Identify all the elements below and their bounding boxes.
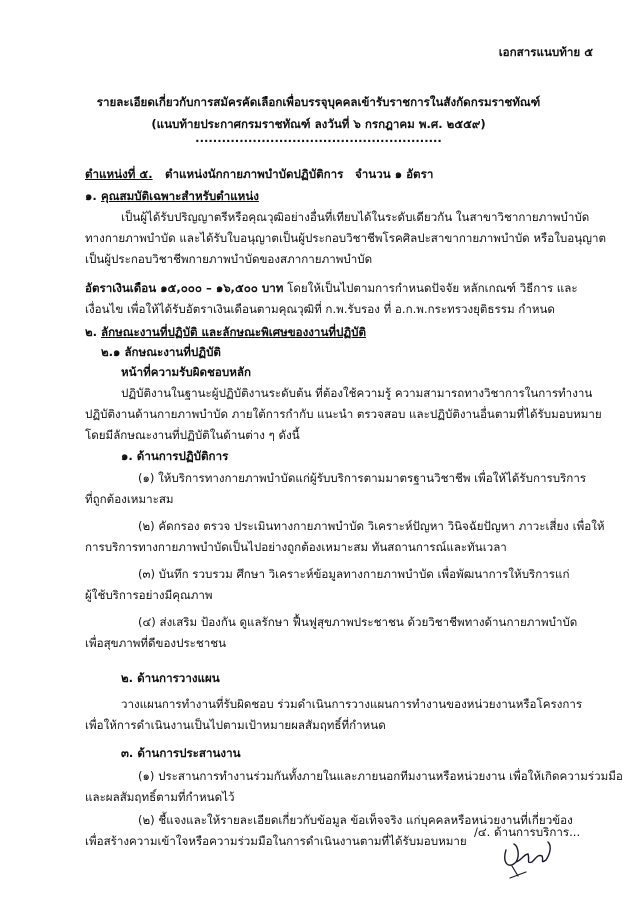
duty-heading: หน้าที่ความรับผิดชอบหลัก (121, 365, 252, 379)
section1-number: ๑. (85, 189, 97, 203)
duty-intro-line: ปฏิบัติงานในฐานะผู้ปฏิบัติงานระดับต้น ที่ต้องใช้ความรู้ ความสามารถทางวิชาการในการทำงาน (121, 386, 593, 400)
document-subtitle: (แนบท้ายประกาศกรมราชทัณฑ์ ลงวันที่ ๖ กรกฎาคม พ.ศ. ๒๕๕๙) (151, 117, 486, 131)
coord-item-line: เพื่อสร้างความเข้าใจหรือความร่วมมือในการดำเนินงานตามที่ได้รับมอบหมาย (85, 834, 467, 848)
ops-heading: ๑. ด้านการปฏิบัติการ (121, 449, 229, 463)
ops-item-line: เพื่อสุขภาพที่ดีของประชาชน (85, 636, 227, 650)
position-number: ตำแหน่งที่ ๕. (85, 167, 153, 181)
salary-line (85, 282, 578, 296)
signature-mark (498, 832, 558, 884)
annex-label: เอกสารแนบท้าย ๕ (498, 45, 593, 59)
section1-heading: คุณสมบัติเฉพาะสำหรับตำแหน่ง (101, 189, 259, 203)
ops-item-line: (๔) ส่งเสริม ป้องกัน ดูแลรักษา ฟื้นฟูสุขภาพประชาชน ด้วยวิชาชีพทางด้านกายภาพบำบัด (138, 615, 578, 629)
qualification-line: เป็นผู้ได้รับปริญญาตรีหรือคุณวุฒิอย่างอื่นที่เทียบได้ในระดับเดียวกัน ในสาขาวิชากายภาพบำบัด (121, 210, 590, 224)
plan-heading: ๒. ด้านการวางแผน (121, 671, 220, 685)
salary-conditions: โดยให้เป็นไปตามการกำหนดปัจจัย หลักเกณฑ์ วิธีการ และ (283, 281, 578, 295)
ops-item-line: (๑) ให้บริการทางกายภาพบำบัดแก่ผู้รับบริการตามมาตรฐานวิชาชีพ เพื่อให้ได้รับการบริการ (138, 471, 587, 485)
coord-item-line: (๑) ประสานการทำงานร่วมกันทั้งภายในและภายนอกทีมงานหรือหน่วยงาน เพื่อให้เกิดความร่วมมือ (138, 769, 623, 783)
plan-line: เพื่อให้การดำเนินงานเป็นไปตามเป้าหมายผลสัมฤทธิ์ที่กำหนด (85, 718, 386, 732)
coord-item-line: (๒) ชี้แจงและให้รายละเอียดเกี่ยวกับข้อมูล ข้อเท็จจริง แก่บุคคลหรือหน่วยงานที่เกี่ยวข้อง (138, 813, 573, 827)
ops-item-line: ที่ถูกต้องเหมาะสม (85, 492, 174, 506)
salary-line-2: เงื่อนไข เพื่อให้ได้รับอัตราเงินเดือนตามคุณวุฒิที่ ก.พ.รับรอง ที่ อ.ก.พ.กระทรวงยุติธรรม กำหนด (85, 302, 555, 316)
section2-number: ๒. (85, 325, 98, 339)
salary-range: อัตราเงินเดือน ๑๕,๐๐๐ – ๑๖,๕๐๐ บาท (85, 281, 284, 295)
duty-intro-line: ปฏิบัติงานด้านกายภาพบำบัด ภายใต้การกำกับ แนะนำ ตรวจสอบ และปฏิบัติงานอื่นตามที่ได้รับมอบหมาย (85, 407, 602, 421)
position-count: จำนวน ๑ อัตรา (355, 167, 434, 181)
document-title: รายละเอียดเกี่ยวกับการสมัครคัดเลือกเพื่อบรรจุบุคคลเข้ารับราชการในสังกัดกรมราชทัณฑ์ (96, 95, 541, 109)
position-name: ตำแหน่งนักกายภาพบำบัดปฏิบัติการ (165, 167, 344, 181)
section2-heading: ลักษณะงานที่ปฏิบัติ และลักษณะพิเศษของงานที่ปฏิบัติ (101, 325, 367, 339)
title-rule: ........................................................ (195, 131, 442, 145)
ops-item-line: การบริการทางกายภาพบำบัดเป็นไปอย่างถูกต้องเหมาะสม ทันสถานการณ์และทันเวลา (85, 540, 507, 554)
subsection-heading: ๒.๑ ลักษณะงานที่ปฏิบัติ (101, 345, 221, 359)
qualification-line: ทางกายภาพบำบัด และได้รับใบอนุญาตเป็นผู้ประกอบวิชาชีพโรคศิลปะสาขากายภาพบำบัด หรือใบอนุญาต (85, 231, 607, 245)
ops-item-line: ผู้ใช้บริการอย่างมีคุณภาพ (85, 588, 213, 602)
duty-intro-line: โดยมีลักษณะงานที่ปฏิบัติในด้านต่าง ๆ ดังนี้ (85, 428, 300, 442)
coord-item-line: และผลสัมฤทธิ์ตามที่กำหนดไว้ (85, 790, 235, 804)
coord-heading: ๓. ด้านการประสานงาน (121, 746, 241, 760)
ops-item-line: (๒) คัดกรอง ตรวจ ประเมินทางกายภาพบำบัด วิเคราะห์ปัญหา วินิจฉัยปัญหา ภาวะเสี่ยง เพื่อให้ (138, 519, 605, 533)
ops-item-line: (๓) บันทึก รวบรวม ศึกษา วิเคราะห์ข้อมูลทางกายภาพบำบัด เพื่อพัฒนาการให้บริการแก่ (138, 567, 570, 581)
plan-line: วางแผนการทำงานที่รับผิดชอบ ร่วมดำเนินการวางแผนการทำงานของหน่วยงานหรือโครงการ (121, 697, 583, 711)
qualification-line: เป็นผู้ประกอบวิชาชีพกายภาพบำบัดของสภากายภาพบำบัด (85, 252, 373, 266)
continued-marker: /๔. ด้านการบริการ... (474, 825, 581, 839)
